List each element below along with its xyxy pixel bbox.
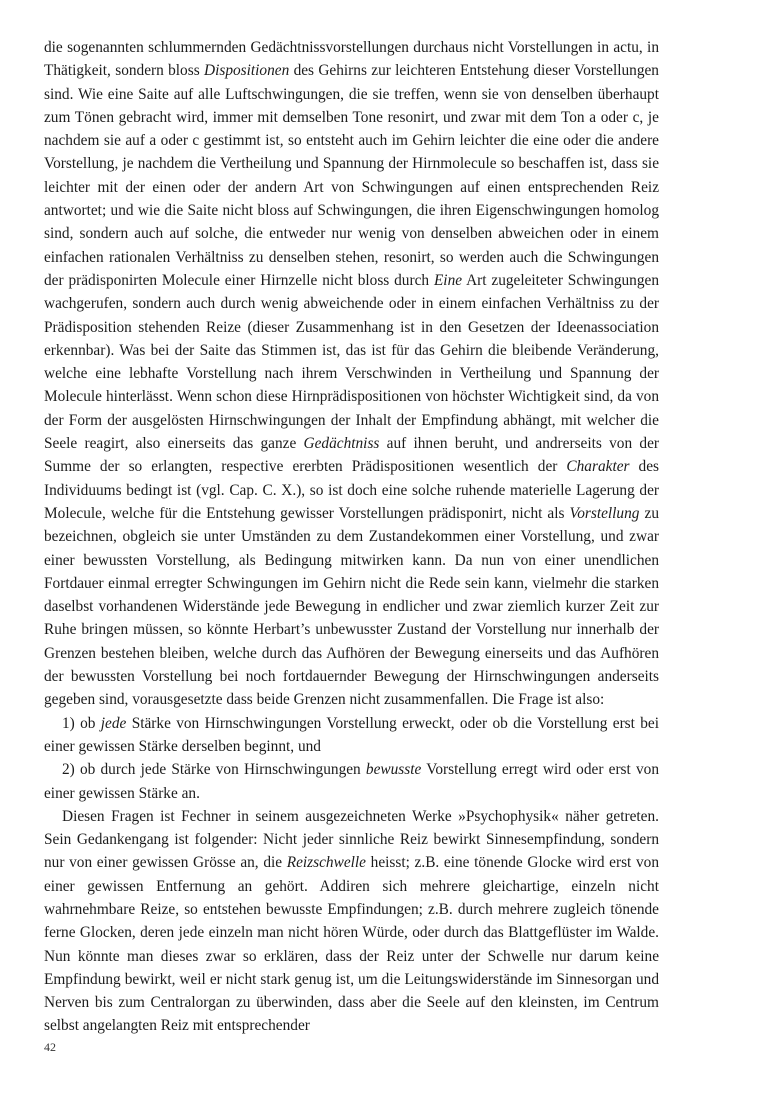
text-run: des Gehirns zur leichteren Entstehung dieser Vorstellungen sind. Wie eine Saite auf alle Luftschwingungen, die sie treffen, wenn sie von denselben überhaupt zum Tönen gebracht wird, immer mit demselben Tone resonirt, und zwar mit dem Ton a oder c, je nachdem sie auf a oder c gestimmt ist, so entsteht auch im Gehirn leichter die eine oder die andere Vorstellung, je nachdem die Vertheilung und Spannung der Hirnmolecule so beschaffen ist, dass sie leichter mit der einen oder der andern Art von Schwingungen auf einen entsprechenden Reiz antwortet; und wie die Saite nicht bloss auf Schwingungen, die ihren Eigenschwingungen homolog sind, sondern auch auf solche, die entweder nur wenig von denselben abweichen oder in einem einfachen rationalen Verhältniss zu denselben stehen, resonirt, so werden auch die Schwingungen der prädisponirten Molecule einer Hirnzelle nicht bloss durch (44, 62, 659, 289)
italic-text: Eine (433, 271, 463, 289)
paragraph (44, 805, 659, 1038)
text-run: Diesen Fragen ist Fechner in seinem ausgezeichneten Werke »Psychophysik« näher getreten. Sein Gedankengang ist folgender: Nicht jeder sinnliche Reiz bewirkt Sinnesempfindung, sondern nur von einer gewissen Grösse an, die (44, 807, 659, 872)
text-run: 2) ob durch jede Stärke von Hirnschwingungen (62, 761, 366, 779)
italic-text: Vorstellung (569, 504, 640, 522)
italic-text: Reizschwelle (286, 854, 366, 872)
text-run: Vorstellung erregt wird oder erst von einer gewissen Stärke an. (44, 761, 659, 802)
text-run: des Individuums bedingt ist (vgl. Cap. C. X.), so ist doch eine solche ruhende materielle Lagerung der Molecule, welche für die Entstehung gewisser Vorstellungen prädisponirt, nicht als (44, 458, 659, 522)
text-run: heisst; z.B. eine tönende Glocke wird erst von einer gewissen Entfernung an gehört. Addiren sich mehrere gleichartige, einzeln nicht wahrnehmbare Reize, so entstehen bewusste Empfindungen; z.B. durch mehrere zugleich tönende ferne Glocken, deren jede einzeln man nicht hören Würde, oder durch das Blattgeflüster im Walde. Nun könnte man dieses zwar so erklären, dass der Reiz unter der Schwelle nur darum keine Empfindung bewirkt, weil er nicht stark genug ist, um die Leitungswiderstände im Sinnesorgan und Nerven bis zum Centralorgan zu überwinden, dass aber die Seele auf den kleinsten, im Centrum selbst angelangten Reiz mit entsprechender (44, 854, 659, 1035)
paragraph (44, 712, 659, 759)
italic-text: jede (100, 714, 127, 732)
text-run: 1) ob (62, 714, 101, 732)
italic-text: Gedächtniss (303, 435, 380, 453)
text-run: die sogenannten schlummernden Gedächtnissvorstellungen durchaus nicht Vorstellungen in actu, in Thätigkeit, sondern bloss (44, 39, 659, 80)
italic-text: Dispositionen (204, 62, 290, 80)
paragraph (44, 36, 659, 712)
italic-text: bewusste (365, 761, 422, 779)
italic-text: Charakter (566, 458, 630, 476)
text-run: zu bezeichnen, obgleich sie unter Umständen zu dem Zustandekommen einer Vorstellung, und zwar einer bewussten Vorstellung, als Bedingung mitwirken kann. Da nun von einer unendlichen Fortdauer einmal erregter Schwingungen im Gehirn nicht die Rede sein kann, vielmehr die starken daselbst vorhandenen Widerstände jede Bewegung in endlicher und zwar ziemlich kurzer Zeit zur Ruhe bringen müssen, so könnte Herbart’s unbewusster Zustand der Vorstellung nur innerhalb der Grenzen bestehen bleiben, welche durch das Aufhören der Bewegung einerseits und das Aufhören der bewussten Vorstellung bei noch fortdauernder Bewegung der Hirnschwingungen anderseits gegeben sind, vorausgesetzte dass beide Grenzen nicht zusammenfallen. Die Frage ist also: (44, 504, 659, 709)
paragraph (44, 758, 659, 805)
text-body (44, 36, 659, 1038)
text-run: auf ihnen beruht, und andrerseits von der Summe der so erlangten, respective ererbten Prädispositionen wesentlich der (44, 435, 659, 476)
text-run: Stärke von Hirnschwingungen Vorstellung erweckt, oder ob die Vorstellung erst bei einer gewissen Stärke derselben beginnt, und (44, 714, 659, 755)
page-number: 42 (44, 1040, 56, 1054)
text-run: Art zugeleiteter Schwingungen wachgerufen, sondern auch durch wenig abweichende oder in einem einfachen Verhältniss zu der Prädisposition stehenden Reize (dieser Zusammenhang ist in den Gesetzen der Ideenassociation erkennbar). Was bei der Saite das Stimmen ist, das ist für das Gehirn die bleibende Veränderung, welche eine lebhafte Vorstellung nach ihrem Verschwinden in Vertheilung und Spannung der Molecule hinterlässt. Wenn schon diese Hirnprädispositionen von höchster Wichtigkeit sind, da von der Form der ausgelösten Hirnschwingungen der Inhalt der Empfindung abhängt, mit welcher die Seele reagirt, also einerseits das ganze (44, 271, 659, 453)
